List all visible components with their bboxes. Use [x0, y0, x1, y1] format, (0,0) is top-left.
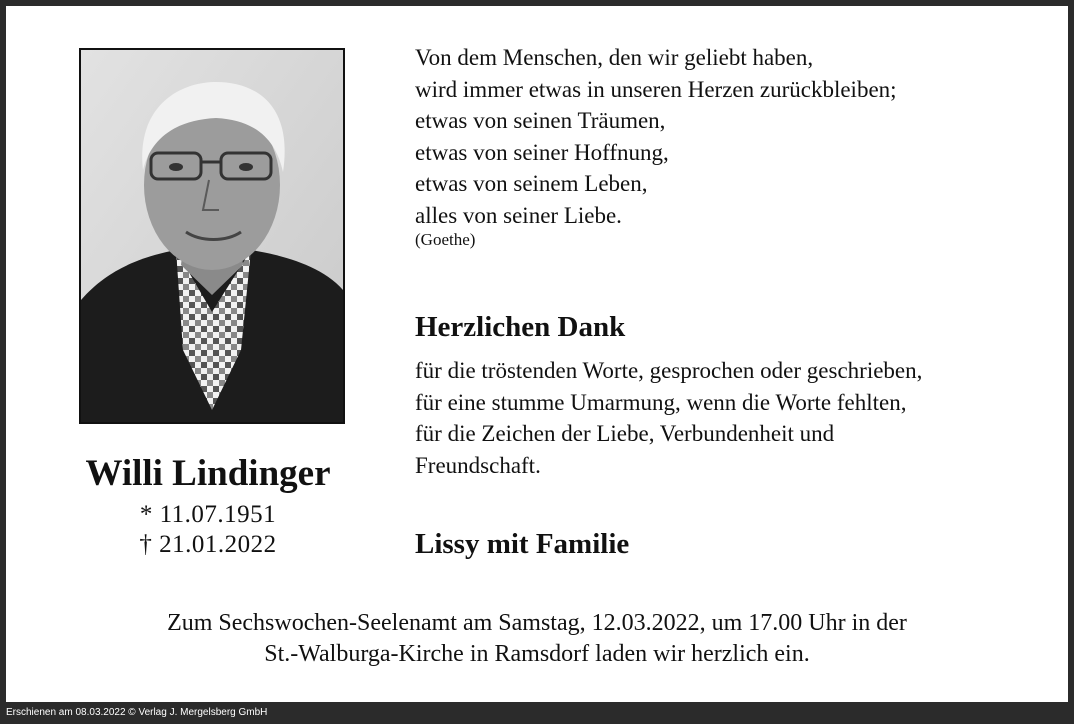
thanks-line: für eine stumme Umarmung, wenn die Worte fehlten, [415, 389, 907, 415]
poem-line: wird immer etwas in unseren Herzen zurückbleiben; [415, 76, 897, 102]
birth-date: * 11.07.1951 [139, 501, 277, 528]
poem-line: etwas von seinem Leben, [415, 171, 648, 196]
thanks-line: für die Zeichen der Liebe, Verbundenheit und [415, 421, 835, 446]
deceased-name: Willi Lindinger [85, 453, 331, 494]
thanks-line: Freundschaft. [415, 452, 541, 478]
portrait-photo [79, 48, 345, 424]
memorial-service-notice [6, 608, 1068, 670]
portrait-image [81, 50, 343, 422]
notice-line: Zum Sechswochen-Seelenamt am Samstag, 12.03.2022, um 17.00 Uhr in der [167, 610, 907, 636]
thanks-line: für die tröstenden Worte, gesprochen oder geschrieben, [415, 358, 923, 383]
poem-line: alles von seiner Liebe. [415, 202, 622, 228]
life-dates [30, 500, 386, 560]
poem-line: Von dem Menschen, den wir geliebt haben, [415, 45, 814, 70]
family-signature: Lissy mit Familie [415, 528, 630, 560]
notice-line: St.-Walburga-Kirche in Ramsdorf laden wir herzlich ein. [264, 641, 810, 667]
poem-line: etwas von seinen Träumen, [415, 108, 666, 133]
poem [415, 42, 1055, 251]
thanks-text [415, 355, 1055, 481]
thanks-heading: Herzlichen Dank [415, 311, 626, 343]
poem-line: etwas von seiner Hoffnung, [415, 139, 669, 165]
poem-source: (Goethe) [415, 230, 476, 249]
obituary-card [6, 6, 1068, 702]
publication-footer: Erschienen am 08.03.2022 © Verlag J. Mergelsberg GmbH [6, 707, 268, 718]
death-date: † 21.01.2022 [139, 531, 277, 558]
